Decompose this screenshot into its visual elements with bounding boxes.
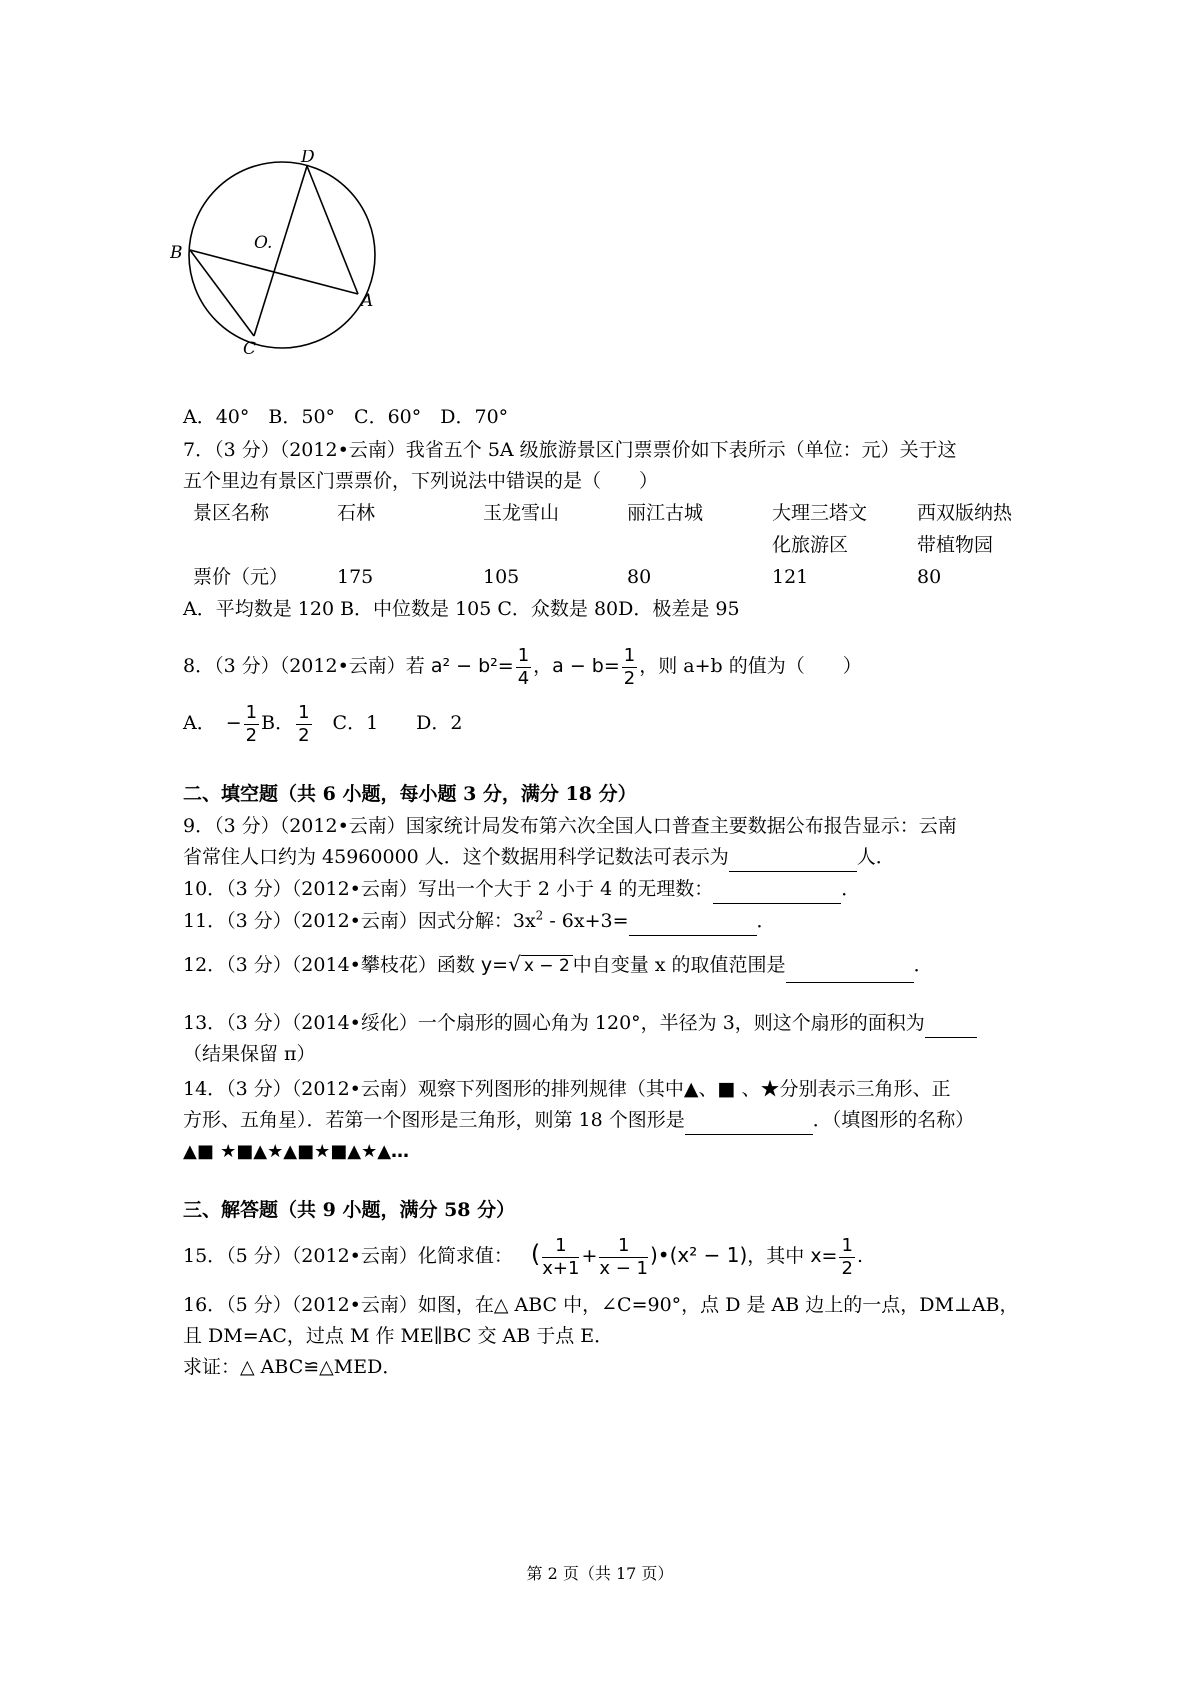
section-2-heading: 二、填空题（共 6 小题，每小题 3 分，满分 18 分）: [183, 783, 637, 805]
q8-eq2: a − b=: [552, 655, 620, 677]
table-header-shilin: 石林: [337, 502, 376, 524]
q8-options: [183, 697, 462, 749]
label-b: B: [170, 243, 183, 263]
q9-line1: 9．（3 分）（2012•云南）国家统计局发布第六次全国人口普查主要数据公布报告显示：云南: [183, 815, 957, 837]
table-row-price-label: 票价（元）: [193, 566, 289, 588]
table-price-shilin: 175: [337, 566, 374, 588]
table-header-dali-1: 大理三塔文: [772, 502, 868, 524]
q8-suffix: ，则 a+b 的值为（ ）: [639, 655, 862, 677]
page-footer: 第 2 页（共 17 页）: [526, 1564, 674, 1583]
q15: 15．（5 分）（2012•云南）化简求值： ( $\frac{1}{x+1}$ + $\frac{1}{x - 1}$ )•(x² − 1)，其中 x= $\frac{1}{2}$ .: [183, 1234, 863, 1279]
table-header-xishuang-2: 带植物园: [917, 534, 994, 556]
q11: 11．（3 分）（2012•云南）因式分解：$3x^2 - 6x+3=$ ．: [183, 907, 776, 936]
table-price-yulong: 105: [483, 566, 520, 588]
circle-figure: [170, 150, 410, 390]
q13-line2: （结果保留 π）: [183, 1043, 316, 1065]
q8-prefix: 8．（3 分）（2012•云南）若: [183, 655, 431, 677]
q10: 10．（3 分）（2012•云南）写出一个大于 2 小于 4 的无理数： ．: [183, 875, 860, 904]
q8-option-cd: C．1 D．2: [313, 712, 463, 734]
table-price-lijiang: 80: [627, 566, 652, 588]
q12-radical: x − 2: [521, 955, 573, 976]
q12-answer-blank[interactable]: [786, 948, 914, 983]
q12: 12．（3 分）（2014•攀枝花）函数 y=√ x − 2 中自变量 x 的取值范围是 ．: [183, 947, 933, 983]
q10-answer-blank[interactable]: [713, 875, 841, 904]
table-price-xishuang: 80: [917, 566, 942, 588]
section-3-heading: 三、解答题（共 9 小题，满分 58 分）: [183, 1199, 516, 1221]
q16-line1: 16．（5 分）（2012•云南）如图，在△ ABC 中，∠C=90°，点 D 是 AB 边上的一点，DM⊥AB，: [183, 1294, 1019, 1316]
q8-stem: [183, 641, 862, 691]
q9-answer-blank[interactable]: [729, 843, 857, 872]
table-header-xishuang-1: 西双版纳热: [917, 502, 1013, 524]
q8-frac-quarter: $\frac{1}{4}$: [517, 644, 530, 689]
q7-stem-line1: 7．（3 分）（2012•云南）我省五个 5A 级旅游景区门票票价如下表所示（单位：元）关于这: [183, 439, 957, 461]
table-header-yulong: 玉龙雪山: [483, 502, 560, 524]
circle-o: [189, 162, 375, 348]
q16-line3: 求证：△ ABC≌△MED．: [183, 1356, 402, 1378]
q15-frac-2: $\frac{1}{x - 1}$: [599, 1234, 648, 1279]
q14-shape-sequence: ▲■ ★■▲★▲■★■▲★▲…: [183, 1141, 410, 1162]
q14-line2: 方形、五角星）．若第一个图形是三角形，则第 18 个图形是 ．（填图形的名称）: [183, 1106, 974, 1135]
label-a: A: [361, 291, 374, 311]
q9-line2: 省常住人口约为 45960000 人．这个数据用科学记数法可表示为 人．: [183, 843, 895, 872]
q8-option-b-frac: $\frac{1}{2}$: [298, 701, 310, 746]
q8-frac-half: $\frac{1}{2}$: [623, 644, 636, 689]
q8-eq1: a² − b²=: [430, 655, 514, 677]
chord-ba: [190, 250, 358, 294]
q8-comma: ，: [533, 655, 553, 677]
q16-line2: 且 DM=AC，过点 M 作 ME∥BC 交 AB 于点 E．: [183, 1325, 614, 1347]
q8-option-a-minus: −: [225, 712, 242, 734]
label-d: D: [301, 150, 315, 167]
q13-line1: 13．（3 分）（2014•绥化）一个扇形的圆心角为 120°，半径为 3，则这个扇形的面积为: [183, 1009, 977, 1038]
q7-stem-line2: 五个里边有景区门票票价，下列说法中错误的是（ ）: [183, 470, 659, 492]
q13-answer-blank[interactable]: [925, 1009, 977, 1038]
q8-option-a-frac: $\frac{1}{2}$: [245, 701, 258, 746]
chord-da: [307, 166, 358, 294]
q7-options: A．平均数是 120 B．中位数是 105 C．众数是 80D．极差是 95: [183, 598, 740, 620]
table-header-name: 景区名称: [193, 502, 270, 524]
q8-option-a-label: A．: [183, 712, 216, 734]
q15-frac-x: $\frac{1}{2}$: [841, 1234, 853, 1279]
label-o: O.: [254, 233, 273, 253]
q14-line1: 14．（3 分）（2012•云南）观察下列图形的排列规律（其中▲、■ 、★分别表示三角形、正: [183, 1078, 951, 1100]
chord-bc: [190, 250, 254, 336]
q14-answer-blank[interactable]: [685, 1106, 813, 1135]
label-c: C: [243, 339, 257, 359]
q15-frac-1: $\frac{1}{x+1}$: [542, 1234, 580, 1279]
table-header-dali-2: 化旅游区: [772, 534, 849, 556]
q6-options: A．40° B．50° C．60° D．70°: [183, 406, 509, 428]
table-price-dali: 121: [772, 566, 809, 588]
q8-option-b-label: B．: [261, 712, 295, 734]
table-header-lijiang: 丽江古城: [627, 502, 704, 524]
q11-answer-blank[interactable]: [629, 907, 757, 936]
